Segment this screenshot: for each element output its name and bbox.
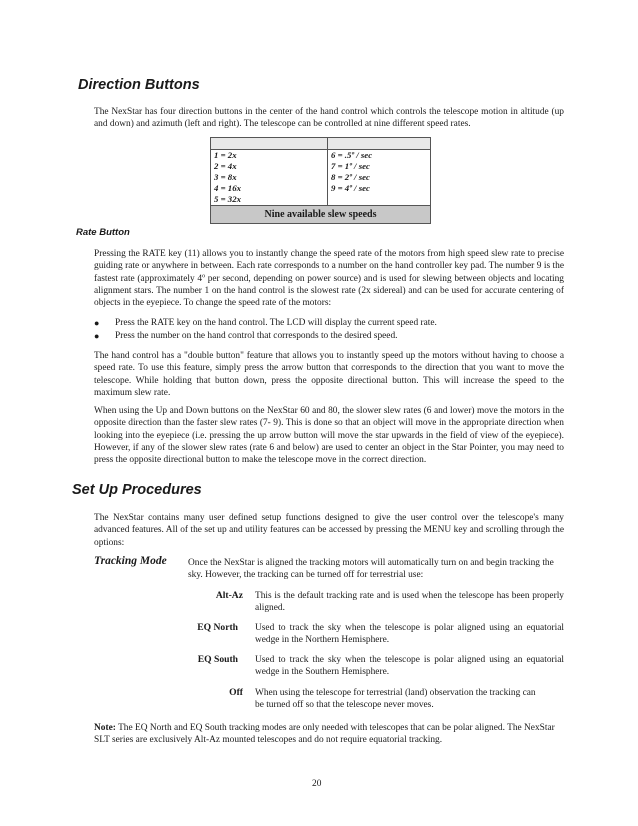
note-label: Note: [94,723,116,733]
bullet-item [94,317,564,329]
setup-text: The NexStar contains many user defined setup functions designed to give the user control over the telescope's many advanced features. All of the set up and utility features can be accessed by pressing the MENU key and scrolling through the options: [94,513,564,548]
mode-desc: When using the telescope for terrestrial (land) observation the tracking can be turned off so that the telescope never moves. [255,688,536,711]
rate-button-heading: Rate Button [76,227,130,238]
direction-buttons-text: The NexStar has four direction buttons in the center of the hand control which controls the telescope motion in altitude (up and down) and azimuth (left and right). The telescope can be controlled at nine different speed rates. [94,107,564,130]
slew-speed-table [210,137,431,224]
mode-desc: Used to track the sky when the telescope is polar aligned using an equatorial wedge in the Southern Hemisphere. [255,655,564,678]
speed-7: 7 = 1º / sec [331,161,370,171]
note [94,722,564,747]
speed-2: 2 = 4x [214,161,237,171]
setup-heading: Set Up Procedures [72,482,202,498]
direction-buttons-heading: Direction Buttons [78,77,200,93]
bullet-text: Press the RATE key on the hand control. The LCD will display the current speed rate. [115,318,437,328]
mode-name: Off [229,687,243,698]
bullet-text: Press the number on the hand control that corresponds to the desired speed. [115,331,398,341]
rate-button-intro: Pressing the RATE key (11) allows you to instantly change the speed rate of the motors from high speed slew rate to precise guiding rate or anywhere in between. Each rate corresponds to a number on the hand controller key pad. The number 9 is the fastest rate (approximately 4º per second, depending on power source) and is used for slewing between objects and locating alignment stars. The number 1 on the hand control is the slowest rate (2x sidereal) and can be used for accurate centering of objects in the eyepiece. To change the speed rate of the motors: [94,249,564,309]
tracking-mode-text: Once the NexStar is aligned the tracking motors will automatically turn on and begin tracking the sky. However, the tracking can be turned off for terrestrial use: [188,558,554,581]
mode-name: EQ North [197,622,238,633]
mode-name: Alt-Az [215,590,243,601]
speed-1: 1 = 2x [214,150,237,160]
page-number: 20 [312,779,322,789]
updown-text: When using the Up and Down buttons on the NexStar 60 and 80, the slower slew rates (6 and lower) move the motors in the opposite direction than the faster slew rates (7- 9). This is done so that an object will move in the appropriate direction when looking into the eyepiece (i.e. pressing the up arrow button will move the star upwards in the field of view of the eyepiece). However, if any of the slower slew rates (rate 6 and below) are used to center an object in the Star Pointer, you may need to press the opposite directional button to make the telescope move in the correct direction. [94,406,564,466]
mode-name: EQ South [197,654,238,665]
bullet-icon: ● [94,318,100,328]
note-text: The EQ North and EQ South tracking modes are only needed with telescopes that can be polar aligned. The NexStar SLT series are exclusively Alt-Az mounted telescopes and do not require equatorial tracking. [94,723,555,746]
speed-4: 4 = 16x [214,183,242,193]
speed-8: 8 = 2º / sec [331,172,370,182]
tracking-mode-label: Tracking Mode [94,555,167,567]
speed-6: 6 = .5º / sec [331,150,373,160]
speed-9: 9 = 4º / sec [331,183,370,193]
speed-3: 3 = 8x [214,172,237,182]
slew-speed-caption: Nine available slew speeds [211,206,431,224]
bullet-item [94,330,564,342]
bullet-icon: ● [94,331,100,341]
mode-desc: Used to track the sky when the telescope is polar aligned using an equatorial wedge in the Northern Hemisphere. [255,623,564,646]
double-button-text: The hand control has a "double button" feature that allows you to instantly speed up the motors without having to choose a speed rate. To use this feature, simply press the arrow button that corresponds to the direction that you want to move the telescope. While holding that button down, press the opposite directional button. This will increase the speed to the maximum slew rate. [94,351,564,398]
mode-desc: This is the default tracking rate and is used when the telescope has been properly aligned. [255,591,564,614]
speed-5: 5 = 32x [214,194,242,204]
